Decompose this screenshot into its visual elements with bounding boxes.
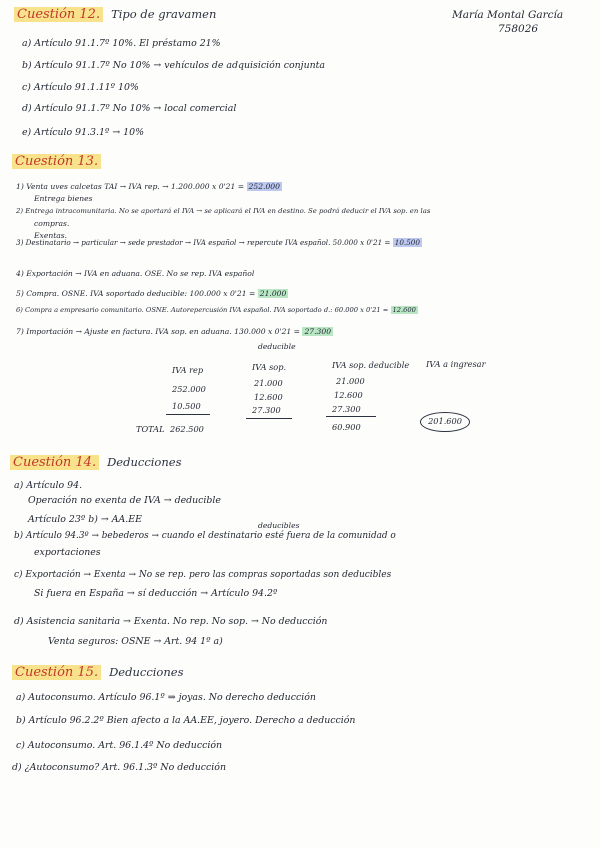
table-header-iva-sop: IVA sop.: [252, 362, 287, 372]
q13-line-7-value: 27.300: [304, 327, 332, 336]
table-c2-r2: 12.600: [254, 392, 283, 402]
author-name: María Montal García: [452, 9, 564, 21]
q15-subtitle: Deducciones: [109, 665, 184, 679]
table-c3-r3: 27.300: [332, 404, 361, 414]
q15-title: Cuestión 15.: [12, 665, 101, 680]
q12-title: Cuestión 12.: [14, 7, 103, 22]
q15-item-a: a) Autoconsumo. Artículo 96.1º ⇒ joyas. No derecho deducción: [16, 692, 316, 703]
q12-subtitle: Tipo de gravamen: [111, 7, 217, 21]
table-c1-r1: 252.000: [172, 384, 206, 394]
q13-line-3-text: 3) Destinatario → particular → sede prestador → IVA español → repercute IVA español. 50.000 x 0'21 =: [16, 238, 391, 247]
q14-b-1: b) Artículo 94.3º → bebederos → cuando el destinatario esté fuera de la comunidad o: [14, 531, 396, 541]
table-header-iva-sop-ded: IVA sop. deducible: [332, 360, 410, 370]
q12-item-b: b) Artículo 91.1.7º No 10% → vehículos de adquisición conjunta: [22, 60, 326, 71]
q13-line-2: 2) Entrega intracomunitaria. No se aportará el IVA → se aplicará el IVA en destino. Se podrá deducir el IVA sop. en las: [16, 207, 431, 215]
q14-a-3: Artículo 23º b) → AA.EE: [28, 514, 142, 525]
q13-title: Cuestión 13.: [12, 154, 101, 169]
author-id: 758026: [498, 23, 539, 35]
q14-d-1: d) Asistencia sanitaria → Exenta. No rep. No sop. → No deducción: [14, 616, 328, 627]
table-total-label: TOTAL: [136, 424, 165, 434]
q15-item-c: c) Autoconsumo. Art. 96.1.4º No deducción: [16, 740, 223, 751]
q13-line-4: 4) Exportación → IVA en aduana. OSE. No se rep. IVA español: [16, 269, 255, 278]
q12-item-a: a) Artículo 91.1.7º 10%. El préstamo 21%: [22, 38, 221, 49]
q13-line-7-text: 7) Importación → Ajuste en factura. IVA sop. en aduana. 130.000 x 0'21 =: [16, 327, 301, 336]
q13-line-2b: compras.: [34, 219, 70, 228]
q12-item-c: c) Artículo 91.1.11º 10%: [22, 82, 139, 93]
q15-item-d: d) ¿Autoconsumo? Art. 96.1.3º No deducción: [12, 762, 226, 773]
q13-line-5-value: 21.000: [259, 289, 287, 298]
q13-line-7: [16, 326, 333, 337]
q13-line-1-sub: Entrega bienes: [34, 194, 93, 203]
table-total-rep: 262.500: [170, 424, 204, 434]
q12-heading: [14, 6, 216, 23]
q13-line-1-value: 252.000: [248, 182, 280, 191]
q13-line-1: [16, 181, 282, 192]
table-total-sop: 60.900: [332, 422, 361, 432]
q14-d-2: Venta seguros: OSNE → Art. 94 1º a): [48, 636, 223, 647]
table-header-iva-rep: IVA rep: [172, 365, 204, 375]
q13-line-3: [16, 237, 422, 248]
q13-line-2c: Exentas.: [34, 231, 68, 240]
table-result-circle: 201.600: [420, 412, 470, 432]
q14-heading: [10, 454, 181, 471]
table-c2-r3: 27.300: [252, 405, 281, 415]
q14-b-2: exportaciones: [34, 547, 101, 558]
table-c2-r1: 21.000: [254, 378, 283, 388]
q14-c-2: Si fuera en España → sí deducción → Artículo 94.2º: [34, 588, 278, 599]
q13-line-3-value: 10.500: [394, 238, 420, 247]
table-c3-r2: 12.600: [334, 390, 363, 400]
q14-subtitle: Deducciones: [107, 455, 182, 469]
q15-heading: [12, 664, 183, 681]
q13-heading: [12, 154, 101, 170]
table-header-iva-ingresar: IVA a ingresar: [426, 359, 486, 369]
q13-line-6-text: 6) Compra a empresario comunitario. OSNE. Autorepercusión IVA español. IVA soportado d.: 60.000 x 0'21 =: [16, 306, 389, 314]
q13-line-6-value: 12.600: [392, 306, 416, 314]
q14-b-note: deducibles: [258, 521, 300, 530]
table-rule-2: [246, 418, 292, 419]
q13-line-5: [16, 288, 288, 299]
q15-item-b: b) Artículo 96.2.2º Bien afecto a la AA.EE, joyero. Derecho a deducción: [16, 715, 356, 726]
q14-title: Cuestión 14.: [10, 455, 99, 470]
q12-item-e: e) Artículo 91.3.1º → 10%: [22, 127, 144, 138]
q13-line-1-text: 1) Venta uves calcetas TAI → IVA rep. → 1.200.000 x 0'21 =: [16, 182, 245, 191]
table-rule-3: [326, 416, 376, 417]
table-c1-r2: 10.500: [172, 401, 201, 411]
q14-c-1: c) Exportación → Exenta → No se rep. pero las compras soportadas son deducibles: [14, 570, 392, 580]
q12-item-d: d) Artículo 91.1.7º No 10% → local comercial: [22, 103, 237, 114]
q14-a-1: a) Artículo 94.: [14, 480, 83, 491]
table-c3-r1: 21.000: [336, 376, 365, 386]
q13-line-6: [16, 305, 418, 316]
q13-line-5-text: 5) Compra. OSNE. IVA soportado deducible: 100.000 x 0'21 =: [16, 289, 256, 298]
table-rule-1: [166, 414, 210, 415]
q13-line-7-note: deducible: [258, 342, 296, 351]
q14-a-2: Operación no exenta de IVA → deducible: [28, 495, 221, 506]
